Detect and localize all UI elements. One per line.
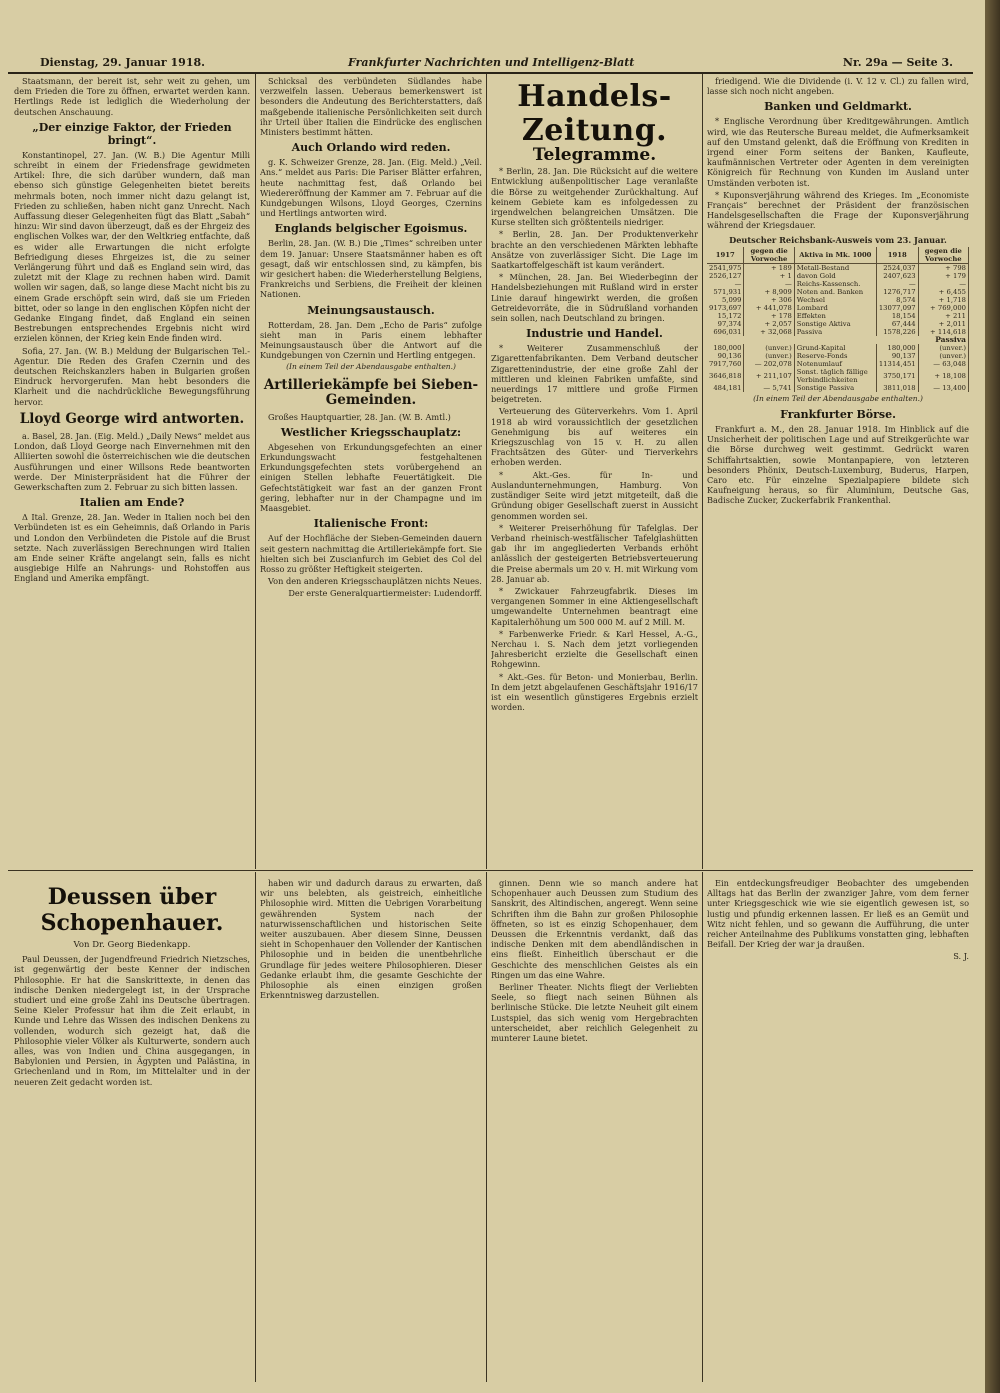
table-cell: 11314,451	[876, 360, 918, 368]
article-signature: Der erste Generalquartiermeister: Ludendorff.	[288, 588, 482, 599]
table-cell: (unver.)	[744, 344, 794, 352]
article-text: * Zwickauer Fahrzeugfabrik. Dieses im vergangenen Sommer in eine Aktiengesellschaft umgewandelte Unternehmen beantragt eine Kapitalerhöhung um 500 000 M. auf 2 Mill. M.	[491, 585, 698, 627]
article-text: Konstantinopel, 27. Jan. (W. B.) Die Agentur Milli schreibt in einem der Friedensfrage gewidmeten Artikel: Ihre, die sich darüber wundern, daß man ebenso sich günstige Gelegenheiten bietet bereits mehrmals boten, noch immer nicht dazu gelangt ist, Frieden zu schließen, haben nicht ganz Unrecht. Nach Auffassung dieser Gelegenheiten fügt das Blatt „Sabah“ hinzu: Wir sind davon überzeugt, daß es der Ehrgeiz des englischen Volkes war, der den Weltkrieg entfachte, daß es wider alle Erwartungen die nicht erfolgte Befriedigung dieses Ehrgeizes ist, die zu seiner Verlängerung führt und daß es England sein wird, das zuletzt mit der Klage zu rechnen haben wird. Damit wollen wir sagen, daß, so lange diese Macht nicht bis zu einem Grade erschöpft sein wird, daß sie um Frieden bittet, oder so lange in den englischen Köpfen nicht der Gedanke Eingang findet, daß England ein seinen Bestrebungen entsprechendes Ergebnis nicht wird erzielen können, der Krieg kein Ende finden wird.	[14, 149, 250, 344]
table-row	[707, 352, 969, 360]
table-cell: + 441,078	[744, 304, 794, 312]
article-text: Δ Ital. Grenze, 28. Jan. Weder in Italien noch bei den Verbündeten ist es ein Geheimnis, daß Orlando in Paris und London den Verbündeten die Pistole auf die Brust setzte. Nach zuverlässigen Berechnungen wird Italien am Ende seiner Kräfte angelangt sein, falls es nicht ausgiebige Hilfe an Nahrungs- und Rohstoffen aus England und Amerika empfängt.	[14, 512, 250, 584]
table-cell: 2524,037	[876, 263, 918, 272]
table-cell: 5,099	[707, 296, 744, 304]
column-rule	[486, 872, 487, 1382]
politics-column-1	[14, 76, 250, 866]
table-cell: Passiva	[794, 328, 876, 336]
table-cell: 180,000	[876, 344, 918, 352]
table-cell: + 32,068	[744, 328, 794, 336]
article-text: haben wir und dadurch daraus zu erwarten, daß wir uns belebten, als geistreich, einheitliche Philosophie wird. Mitten die Uebrigen Vorarbeitung gewährenden System nach der naturwissenschaftlichen und historischen Seite weiter auszubauen. Aber diesem Sinne, Deussen sieht in Schopenhauer den Vollender der Kantischen Philosophie und in beiden die unentbehrliche Grundlage für jedes weitere Philosophieren. Dieser Gedanke erlaubt ihm, die gesamte Geschichte der Philosophie als einen einzigen großen Erkenntnisweg darzustellen.	[260, 878, 482, 1001]
table-cell: 3811,018	[876, 384, 918, 392]
table-cell: (unver.)	[744, 352, 794, 360]
table-cell: 97,374	[707, 320, 744, 328]
article-text: ginnen. Denn wie so manch andere hat Schopenhauer auch Deussen zum Studium des Sanskrit, des Altindischen, angeregt. Wenn seine Schriften ihm die Bahn zur großen Philosophie öffneten, so ist es einzig Schopenhauer, dem Deussen die Erkenntnis verdankt, daß das indische Denken mit dem abendländischen in eins fließt. Einheitlich überschaut er die Geschichte des menschlichen Geistes als ein Ringen um das eine Wahre.	[491, 878, 698, 980]
table-cell: — 63,048	[918, 360, 968, 368]
table-cell: 90,137	[876, 352, 918, 360]
section-masthead: Handels-Zeitung.	[517, 79, 672, 148]
column-rule	[702, 872, 703, 1382]
feuilleton-title: Deussen über Schopenhauer.	[40, 884, 224, 936]
commerce-column-1	[491, 76, 698, 866]
table-header-cell: Aktiva in Mk. 1000	[794, 247, 876, 264]
article-text: Abgesehen von Erkundungsgefechten an einer Erkundungswacht festgehaltenen Erkundungsgefechten stets vorübergehend an einigen Stellen lebhafte Feuertätigkeit. Die Gefechtstätigkeit war fast an der ganzen Front gering, lebhafter nur in der Champagne und im Maasgebiet.	[260, 441, 482, 514]
article-text: * München, 28. Jan. Bei Wiederbeginn der Handelsbeziehungen mit Rußland wird in erster Linie darauf hingewirkt werden, die großen Getreidevorräte, die in Südrußland vorhanden sein sollen, nach Deutschland zu bringen.	[491, 272, 698, 324]
article-heading: Auch Orlando wird reden.	[291, 141, 451, 155]
table-cell: 18,154	[876, 312, 918, 320]
table-cell: + 18,108	[918, 368, 968, 384]
article-text: * Farbenwerke Friedr. & Karl Hessel, A.-G., Nerchau i. S. Nach dem jetzt vorliegenden Jahresbericht erzielte die Gesellschaft einen Rohgewinn.	[491, 628, 698, 670]
article-text: Auf der Hochfläche der Sieben-Gemeinden dauern seit gestern nachmittag die Artilleriekämpfe fort. Sie hielten sich bei Zuscianfurch im Gebiet des Col del Rosso zu größter Heftigkeit steigerten.	[260, 533, 482, 574]
article-signature: S. J.	[953, 951, 969, 962]
feuilleton-column-2	[260, 878, 482, 1378]
article-text: Staatsmann, der bereit ist, sehr weit zu gehen, um dem Frieden die Tore zu öffnen, erwartet werden kann. Hertlings Rede ist lediglich die Wiederholung der deutschen Anschauung.	[14, 76, 250, 117]
column-rule	[486, 74, 487, 869]
table-cell: + 179	[918, 272, 968, 280]
table-cell: Reichs-Kassensch.	[794, 280, 876, 288]
table-cell: + 211,107	[744, 368, 794, 384]
table-cell: Effekten	[794, 312, 876, 320]
table-cell: —	[918, 280, 968, 288]
article-text: friedigend. Wie die Dividende (i. V. 12 v. Cl.) zu fallen wird, lasse sich noch nicht angeben.	[707, 76, 969, 97]
article-text: Paul Deussen, der Jugendfreund Friedrich Nietzsches, ist gegenwärtig der beste Kenner der indischen Philosophie. Er hat die Sanskrittexte, in denen das indische Denken niedergelegt ist, in der Ursprache studiert und eine große Zahl ins Deutsche übertragen. Seine Kieler Professur hat ihm die Zeit erlaubt, in Kunde und Lehre das Wissen des indischen Denkens zu vollenden, wodurch sich gezeigt hat, daß die Philosophie vieler Völker als Kulturwerte, sondern auch alles, was von Indien und China ausgegangen, in Babylonien und Persien, in Ägypten und Palästina, in Griechenland und in Rom, im Mittelalter und in der neueren Zeit gedacht worden ist.	[14, 954, 250, 1087]
table-cell: 3646,818	[707, 368, 744, 384]
table-cell: (unver.)	[918, 352, 968, 360]
feuilleton-column-3	[491, 878, 698, 1378]
edition-note: (In einem Teil der Abendausgabe enthalten.)	[286, 362, 456, 372]
table-cell: 484,181	[707, 384, 744, 392]
article-text: * Weiterer Zusammenschluß der Zigarettenfabrikanten. Dem Verband deutscher Zigarettenindustrie, der eine große Zahl der mittleren und kleinen Fabriken umfaßte, sind neuerdings 17 mittlere und große Firmen beigetreten.	[491, 343, 698, 405]
article-heading: Meinungsaustausch.	[307, 303, 435, 317]
article-text: Rotterdam, 28. Jan. Dem „Echo de Paris“ zufolge sieht man in Paris einem lebhafter Meinungsaustausch über die Antwort auf die Kundgebungen von Czernin und Hertling entgegen.	[260, 319, 482, 361]
table-header-cell: gegen die Vorwoche	[744, 247, 794, 264]
table-cell: + 1,718	[918, 296, 968, 304]
article-text: * Kuponsverjährung während des Krieges. Im „Economiste Français“ berechnet der Präsident der französischen Handelsgesellschaften die Frage der Kuponsverjährung während der Kriegsdauer.	[707, 189, 969, 231]
table-cell: Sonst. täglich fällige Verbindlichkeiten	[794, 368, 876, 384]
table-header-cell: 1917	[707, 247, 744, 264]
table-cell: + 6,455	[918, 288, 968, 296]
table-row	[707, 328, 969, 336]
table-cell: + 211	[918, 312, 968, 320]
table-cell: 2526,127	[707, 272, 744, 280]
table-row	[707, 296, 969, 304]
reichsbank-table-title: Deutscher Reichsbank-Ausweis vom 23. Januar.	[729, 234, 947, 245]
table-cell: + 769,000	[918, 304, 968, 312]
edition-note: (In einem Teil der Abendausgabe enthalten.)	[753, 393, 923, 403]
article-heading: Englands belgischer Egoismus.	[274, 222, 468, 236]
reichsbank-table	[707, 247, 969, 392]
table-cell: 2407,623	[876, 272, 918, 280]
table-row	[707, 304, 969, 312]
article-text: Verteuerung des Güterverkehrs. Vom 1. April 1918 ab wird voraussichtlich der gesetzlichen Genehmigung bis auf weiteres ein Kriegszuschlag von 15 v. H. zu allen Frachtsätzen des Güter- und Tierverkehrs erhoben werden.	[491, 406, 698, 468]
page-edge	[985, 0, 1000, 1393]
table-row	[707, 368, 969, 384]
article-heading: Frankfurter Börse.	[780, 408, 896, 422]
table-cell: —	[876, 280, 918, 288]
table-cell: 8,574	[876, 296, 918, 304]
politics-column-2	[260, 76, 482, 866]
section-rule	[8, 870, 973, 871]
article-text: * Weiterer Preiserhöhung für Tafelglas. Der Verband rheinisch-westfälischer Tafelglashütten gab ihr im angegliederten Verbands erhöht anlässlich der gesteigerten Betriebsverteuerung die Preise abermals um 20 v. H. mit Wirkung vom 28. Januar ab.	[491, 522, 698, 584]
article-text: g. K. Schweizer Grenze, 28. Jan. (Eig. Meld.) „Veil. Ans.“ meldet aus Paris: Die Pariser Blätter erfahren, heute nachmittag fest, daß Orlando bei Wiedereröffnung der Kammer am 7. Februar auf die Kundgebungen Wilsons, Lloyd Georges, Czernins und Hertlings antworten wird.	[260, 157, 482, 219]
feuilleton-column-1	[14, 878, 250, 1378]
article-text: * Akt.-Ges. für In- und Auslandunternehmungen, Hamburg. Von zuständiger Seite wird jetzt mitgeteilt, daß die Gründung obiger Gesellschaft zuerst in Aussicht genommen worden sei.	[491, 469, 698, 521]
table-cell: Grund-Kapital	[794, 344, 876, 352]
page-header	[8, 52, 973, 74]
issue-date: Dienstag, 29. Januar 1918.	[40, 56, 205, 69]
table-cell: 571,931	[707, 288, 744, 296]
table-row	[707, 263, 969, 272]
table-cell: Notenumlauf	[794, 360, 876, 368]
table-cell: 3750,171	[876, 368, 918, 384]
article-text: Von den anderen Kriegsschauplätzen nichts Neues.	[268, 576, 482, 587]
column-rule	[255, 872, 256, 1382]
table-row	[707, 344, 969, 352]
article-heading: Industrie und Handel.	[526, 327, 663, 341]
table-cell: Metall-Bestand	[794, 263, 876, 272]
feuilleton-column-4	[707, 878, 969, 1378]
table-cell: — 5,741	[744, 384, 794, 392]
column-rule	[255, 74, 256, 869]
feuilleton-author: Von Dr. Georg Biedenkapp.	[73, 940, 191, 950]
table-cell: Sonstige Passiva	[794, 384, 876, 392]
article-text: * Berlin, 28. Jan. Der Produktenverkehr brachte an den verschiedenen Märkten lebhafte Ansätze von zuverlässiger Sicht. Die Lage im Saatkartoffelgeschäft ist kaum verändert.	[491, 229, 698, 271]
table-cell: + 8,909	[744, 288, 794, 296]
table-cell: + 1	[744, 272, 794, 280]
table-cell: — 13,400	[918, 384, 968, 392]
article-text: Schicksal des verbündeten Südlandes habe verzweifeln lassen. Ueberaus bemerkenswert ist besonders die Andeutung des Berichterstatters, daß maßgebende italienische Persönlichkeiten seit durch ihr Urteil über Italien die Eindrücke des englischen Ministers bestimmt hätten.	[260, 76, 482, 138]
table-cell: Wechsel	[794, 296, 876, 304]
article-heading: Westlicher Kriegsschauplatz:	[280, 425, 462, 439]
article-heading: Banken und Geldmarkt.	[764, 100, 912, 114]
table-cell: 13077,097	[876, 304, 918, 312]
table-cell: + 798	[918, 263, 968, 272]
table-row	[707, 288, 969, 296]
table-cell: 15,172	[707, 312, 744, 320]
table-cell: 696,031	[707, 328, 744, 336]
article-text: Berliner Theater. Nichts fliegt der Verliebten Seele, so fliegt nach seinen Bühnen als berlinische Stücke. Die letzte Neuheit gilt einem Lustspiel, das sich wenig vom Hergebrachten unterscheidet, aber reichlich Gelegenheit zu munterer Laune bietet.	[491, 982, 698, 1044]
table-cell: —	[744, 280, 794, 288]
article-text: * Akt.-Ges. für Beton- und Monierbau, Berlin. In dem jetzt abgelaufenen Geschäftsjahr 1916/17 ist ein wesentlich günstigeres Ergebnis erzielt worden.	[491, 671, 698, 713]
table-cell: 2541,975	[707, 263, 744, 272]
table-row	[707, 280, 969, 288]
table-cell: 1578,226	[876, 328, 918, 336]
table-cell: 90,136	[707, 352, 744, 360]
table-header-cell: 1918	[876, 247, 918, 264]
table-cell: 67,444	[876, 320, 918, 328]
table-header-cell: gegen die Vorwoche	[918, 247, 968, 264]
table-row	[707, 272, 969, 280]
article-heading: „Der einzige Faktor, der Frieden bringt“.	[32, 120, 232, 147]
table-row	[707, 320, 969, 328]
table-cell: + 2,011	[918, 320, 968, 328]
table-cell: 9173,697	[707, 304, 744, 312]
column-rule	[702, 74, 703, 869]
table-row	[707, 312, 969, 320]
table-header-row	[707, 247, 969, 264]
table-cell: —	[707, 280, 744, 288]
article-heading: Italien am Ende?	[79, 496, 185, 510]
newspaper-name: Frankfurter Nachrichten und Intelligenz-Blatt	[348, 56, 635, 69]
issue-page-number: Nr. 29a — Seite 3.	[842, 56, 953, 69]
table-cell: 7917,760	[707, 360, 744, 368]
table-row	[707, 384, 969, 392]
section-subheading: Telegramme.	[532, 145, 657, 165]
table-cell: (unver.)	[918, 344, 968, 352]
table-cell: + 178	[744, 312, 794, 320]
table-cell: davon Gold	[794, 272, 876, 280]
article-text: a. Basel, 28. Jan. (Eig. Meld.) „Daily News“ meldet aus London, daß Lloyd George nach Einvernehmen mit den Alliierten sowohl die österreichischen wie die deutschen Ausführungen und einer Willsons Rede beantworten werde. Der Ministerpräsident hat die Führer der Gewerkschaften zum 2. Februar zu sich bitten lassen.	[14, 430, 250, 492]
article-text: Frankfurt a. M., den 28. Januar 1918. Im Hinblick auf die Unsicherheit der politischen Lage und auf Streikgerüchte war die Börse durchweg weit gestimmt. Gedrückt waren Schiffahrtsaktien, sowie Montanpapiere, von letzteren besonders Phönix, Deutsch-Luxemburg, Buderus, Harpen, Caro etc. Für einzelne Spezialpapiere bildete sich Kaufneigung heraus, so für Aluminium, Deutsche Gas, Badische Zucker, Zuckerfabrik Frankenthal.	[707, 424, 969, 506]
table-cell: Sonstige Aktiva	[794, 320, 876, 328]
table-cell: Lombard	[794, 304, 876, 312]
article-text: Sofia, 27. Jan. (W. B.) Meldung der Bulgarischen Tel.-Agentur. Die Reden des Grafen Czernin und des deutschen Reichskanzlers haben in Bulgarien großen Eindruck hervorgerufen. Man hebt besonders die Klarheit und die nachdrückliche Bewegungsführung hervor.	[14, 345, 250, 407]
table-cell: Reserve-Fonds	[794, 352, 876, 360]
article-text: * Berlin, 28. Jan. Die Rücksicht auf die weitere Entwicklung außenpolitischer Lage veranlaßte die Börse zu weitgehender Zurückhaltung. Auf keinem Gebiete kam es infolgedessen zu irgendwelchen belangreichen Umsätzen. Die Kurse stellten sich größtenteils niedriger.	[491, 166, 698, 228]
article-text: * Englische Verordnung über Kreditgewährungen. Amtlich wird, wie das Reutersche Bureau meldet, die Aufmerksamkeit auf den Umstand gelenkt, daß die Eröffnung von Krediten in irgend einer Form seitens der Banken, Kaufleute, kaufmännischen Vertreter oder Agenten in dem vereinigten Königreich für Rechnung von Kunden im Ausland unter Umständen verboten ist.	[707, 116, 969, 188]
table-cell: Noten and. Banken	[794, 288, 876, 296]
table-cell: 180,000	[707, 344, 744, 352]
table-cell: + 189	[744, 263, 794, 272]
article-heading: Italienische Front:	[313, 517, 429, 531]
article-text: Ein entdeckungsfreudiger Beobachter des umgebenden Alltags hat das Berlin der zwanziger Jahre, vom dem ferner unter Kriegsgeschick wie wie sie eigentlich gewesen ist, so lustig und pfundig erkennen lassen. Er ließ es an Gemüt und Witz nicht fehlen, und so gewann die Aufführung, die unter reicher Anteilnahme des Publikums vonstatten ging, lebhaften Beifall. Der Krieg der war ja draußen.	[707, 878, 969, 950]
article-text: Großes Hauptquartier, 28. Jan. (W. B. Amtl.)	[268, 411, 451, 422]
table-cell: + 114,618	[918, 328, 968, 336]
article-text: Berlin, 28. Jan. (W. B.) Die „Times“ schreiben unter dem 19. Januar: Unsere Staatsmänner haben es oft gesagt, daß wir entschlossen sind, zu kämpfen, bis wir gesichert haben: die Wiederherstellung Belgiens, Frankreichs und Serbiens, die Freiheit der kleinen Nationen.	[260, 238, 482, 300]
table-cell: 1276,717	[876, 288, 918, 296]
article-heading: Lloyd George wird antworten.	[19, 410, 245, 427]
table-cell: — 202,078	[744, 360, 794, 368]
table-section-label: Passiva	[707, 336, 969, 344]
commerce-column-2	[707, 76, 969, 866]
table-cell: + 306	[744, 296, 794, 304]
table-row	[707, 360, 969, 368]
article-heading: Artilleriekämpfe bei Sieben-Gemeinden.	[263, 376, 479, 408]
table-cell: + 2,057	[744, 320, 794, 328]
